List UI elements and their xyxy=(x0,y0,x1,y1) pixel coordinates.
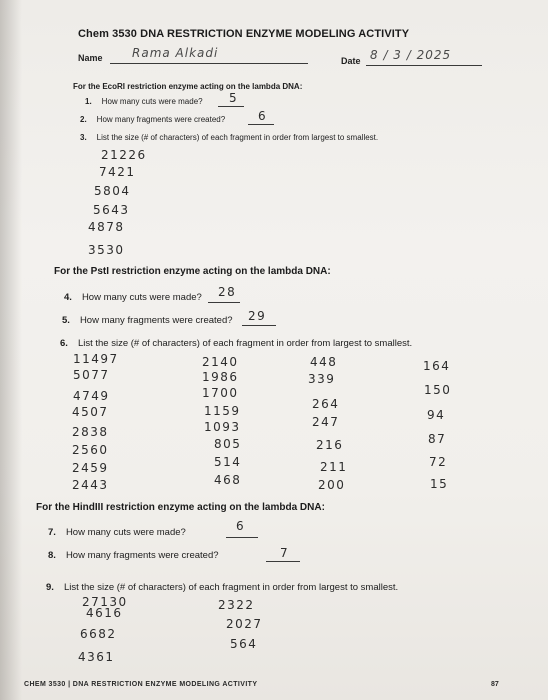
question-number: 6. xyxy=(60,338,68,349)
question-number: 4. xyxy=(64,292,72,303)
ecori-fragment: 4878 xyxy=(88,220,125,234)
psti-fragment: 2838 xyxy=(72,425,109,439)
question-text: List the size (# of characters) of each fragment in order from largest to smallest. xyxy=(77,338,413,349)
psti-fragment: 2560 xyxy=(72,443,109,457)
psti-fragment: 339 xyxy=(308,372,336,386)
answer-5: 29 xyxy=(248,309,267,323)
question-text: List the size (# of characters) of each fragment in order from largest to smallest. xyxy=(63,582,399,593)
question-5 xyxy=(62,315,233,326)
question-text: How many cuts were made? xyxy=(101,97,203,106)
question-9 xyxy=(46,582,398,593)
psti-fragment: 468 xyxy=(214,473,242,487)
ecori-heading: For the EcoRI restriction enzyme acting on the lambda DNA: xyxy=(73,82,303,91)
answer-1: 5 xyxy=(229,91,239,105)
psti-heading: For the PstI restriction enzyme acting on the lambda DNA: xyxy=(54,266,331,277)
footer-text: CHEM 3530 | DNA RESTRICTION ENZYME MODELING ACTIVITY xyxy=(24,681,258,688)
question-6 xyxy=(60,338,412,349)
psti-fragment: 448 xyxy=(310,355,338,369)
question-number: 9. xyxy=(46,582,54,593)
hindiii-heading: For the HindIII restriction enzyme acting on the lambda DNA: xyxy=(36,502,325,513)
psti-fragment: 211 xyxy=(320,460,348,474)
psti-fragment: 805 xyxy=(214,437,242,451)
question-text: How many cuts were made? xyxy=(65,527,186,538)
hindiii-fragment: 2027 xyxy=(226,617,263,631)
answer-line-4 xyxy=(208,302,240,303)
answer-line-7 xyxy=(226,537,258,538)
worksheet-title: Chem 3530 DNA RESTRICTION ENZYME MODELING ACTIVITY xyxy=(78,28,410,40)
ecori-fragment: 21226 xyxy=(101,148,147,162)
psti-fragment: 1986 xyxy=(202,370,239,384)
question-text: How many fragments were created? xyxy=(65,550,219,561)
psti-fragment: 87 xyxy=(428,432,447,446)
psti-fragment: 4507 xyxy=(72,405,109,419)
question-text: List the size (# of characters) of each fragment in order from largest to smallest. xyxy=(96,133,379,142)
answer-line-2 xyxy=(248,124,274,125)
question-number: 8. xyxy=(48,550,56,561)
answer-line-1 xyxy=(218,106,244,107)
psti-fragment: 94 xyxy=(427,408,446,422)
psti-fragment: 164 xyxy=(423,359,451,373)
psti-fragment: 11497 xyxy=(73,352,119,366)
ecori-fragment: 3530 xyxy=(88,243,125,257)
psti-fragment: 514 xyxy=(214,455,242,469)
question-1 xyxy=(85,97,203,106)
hindiii-fragment: 27130 xyxy=(82,595,128,609)
answer-7: 6 xyxy=(236,519,246,533)
name-value: Rama Alkadi xyxy=(132,46,219,60)
psti-fragment: 2443 xyxy=(72,478,109,492)
question-4 xyxy=(64,292,202,303)
hindiii-fragment: 2322 xyxy=(218,598,255,612)
question-number: 1. xyxy=(85,97,92,106)
question-number: 5. xyxy=(62,315,70,326)
date-value: 8 / 3 / 2025 xyxy=(370,48,452,62)
psti-fragment: 4749 xyxy=(73,389,110,403)
psti-fragment: 216 xyxy=(316,438,344,452)
question-7 xyxy=(48,527,186,538)
answer-8: 7 xyxy=(280,546,290,560)
question-text: How many fragments were created? xyxy=(79,315,233,326)
psti-fragment: 200 xyxy=(318,478,346,492)
psti-fragment: 2459 xyxy=(72,461,109,475)
question-3 xyxy=(80,133,378,142)
ecori-fragment: 7421 xyxy=(99,165,136,179)
ecori-fragment: 5643 xyxy=(93,203,130,217)
question-text: How many fragments were created? xyxy=(96,115,226,124)
psti-fragment: 150 xyxy=(424,383,452,397)
psti-fragment: 1093 xyxy=(204,420,241,434)
date-label: Date xyxy=(341,56,361,66)
hindiii-fragment: 4361 xyxy=(78,650,115,664)
psti-fragment: 2140 xyxy=(202,355,239,369)
psti-fragment: 247 xyxy=(312,415,340,429)
answer-2: 6 xyxy=(258,109,268,123)
question-2 xyxy=(80,115,225,124)
psti-fragment: 5077 xyxy=(73,368,110,382)
question-number: 3. xyxy=(80,133,87,142)
answer-4: 28 xyxy=(218,285,237,299)
question-text: How many cuts were made? xyxy=(81,292,202,303)
ecori-fragment: 5804 xyxy=(94,184,131,198)
psti-fragment: 72 xyxy=(429,455,448,469)
answer-line-8 xyxy=(266,561,300,562)
question-8 xyxy=(48,550,219,561)
hindiii-fragment: 564 xyxy=(230,637,258,651)
hindiii-fragment: 4616 xyxy=(86,606,123,620)
psti-fragment: 264 xyxy=(312,397,340,411)
psti-fragment: 1700 xyxy=(202,386,239,400)
hindiii-fragment: 6682 xyxy=(80,627,117,641)
page-shadow xyxy=(0,0,22,700)
question-number: 2. xyxy=(80,115,87,124)
name-label: Name xyxy=(78,53,103,63)
date-line xyxy=(366,65,482,66)
answer-line-5 xyxy=(242,325,276,326)
psti-fragment: 15 xyxy=(430,477,449,491)
question-number: 7. xyxy=(48,527,56,538)
psti-fragment: 1159 xyxy=(204,404,241,418)
page-number: 87 xyxy=(491,681,499,688)
name-line xyxy=(110,63,308,64)
